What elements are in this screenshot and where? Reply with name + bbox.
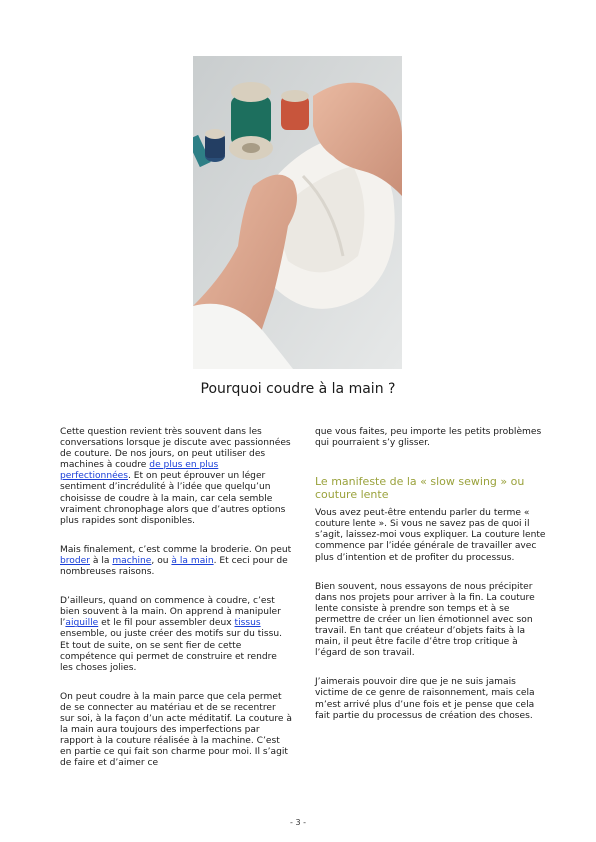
page-number: - 3 - [290,818,306,827]
paragraph: On peut coudre à la main parce que cela permet de se connecter au matériau et de se recentrer sur soi, à la façon d’un acte méditatif. La couture à la main aura toujours des imperfections par rapport à la couture réalisée à la machine. C’est en partie ce qui fait son charme pour moi. Il s’agit de faire et d’aimer ce [60,691,292,769]
paragraph: J’aimerais pouvoir dire que je ne suis jamais victime de ce genre de raisonnement, mais cela m’est arrivé plus d’une fois et je pense que cela fait partie du processus de création des choses. [315,677,535,721]
paragraph: Cette question revient très souvent dans les conversations lorsque je discute avec passionnées de couture. De nos jours, on peut utiliser des machines à coudre de plus en plus perfectionnées. Et on peut éprouver un léger sentiment d’incrédulité à l’idée que quelqu’un choisisse de coudre à la main, car cela semble vraiment chronophage alors que d’autres options plus rapides sont disponibles. [60,427,291,526]
page-title: Pourquoi coudre à la main ? [200,381,396,397]
link-broder[interactable]: broder [60,555,90,566]
left-column [60,427,292,787]
paragraph: Bien souvent, nous essayons de nous précipiter dans nos projets pour arriver à la fin. La couture lente consiste à prendre son temps et à se permettre de créer un lien émotionnel avec son travail. En tant que créateur d’objets faits à la main, il peut être facile d’être trop critique à l’égard de son travail. [315,581,535,659]
paragraph: Mais finalement, c’est comme la broderie. On peut broder à la machine, ou à la main. Et ceci pour de nombreuses raisons. [60,544,292,578]
link-machine[interactable]: machine [112,555,152,566]
link-perfectionnees[interactable]: de plus en plus perfectionnées [60,460,219,482]
section-heading: Le manifeste de la « slow sewing » ou couture lente [315,475,525,502]
link-a-la-main[interactable]: à la main [171,555,214,566]
paragraph: D’ailleurs, quand on commence à coudre, c’est bien souvent à la main. On apprend à manipuler l’aiguille et le fil pour assembler deux tissus ensemble, ou juste créer des motifs sur du tissu. Et tout de suite, on se sent fier de cette compétence qui permet de construire et rendre les choses jolies. [60,596,282,673]
paragraph: Vous avez peut-être entendu parler du terme « couture lente ». Si vous ne savez pas de quoi il s’agit, laissez-moi vous expliquer. La couture lente commence par l’idée générale de travailler avec plus d’intention et de profiter du processus. [315,508,546,563]
link-aiguille[interactable]: aiguille [65,618,99,629]
link-tissus[interactable]: tissus [234,618,261,629]
paragraph: que vous faites, peu importe les petits problèmes qui pourraient s’y glisser. [315,427,542,449]
right-column [315,427,547,740]
sewing-photo [193,56,402,369]
